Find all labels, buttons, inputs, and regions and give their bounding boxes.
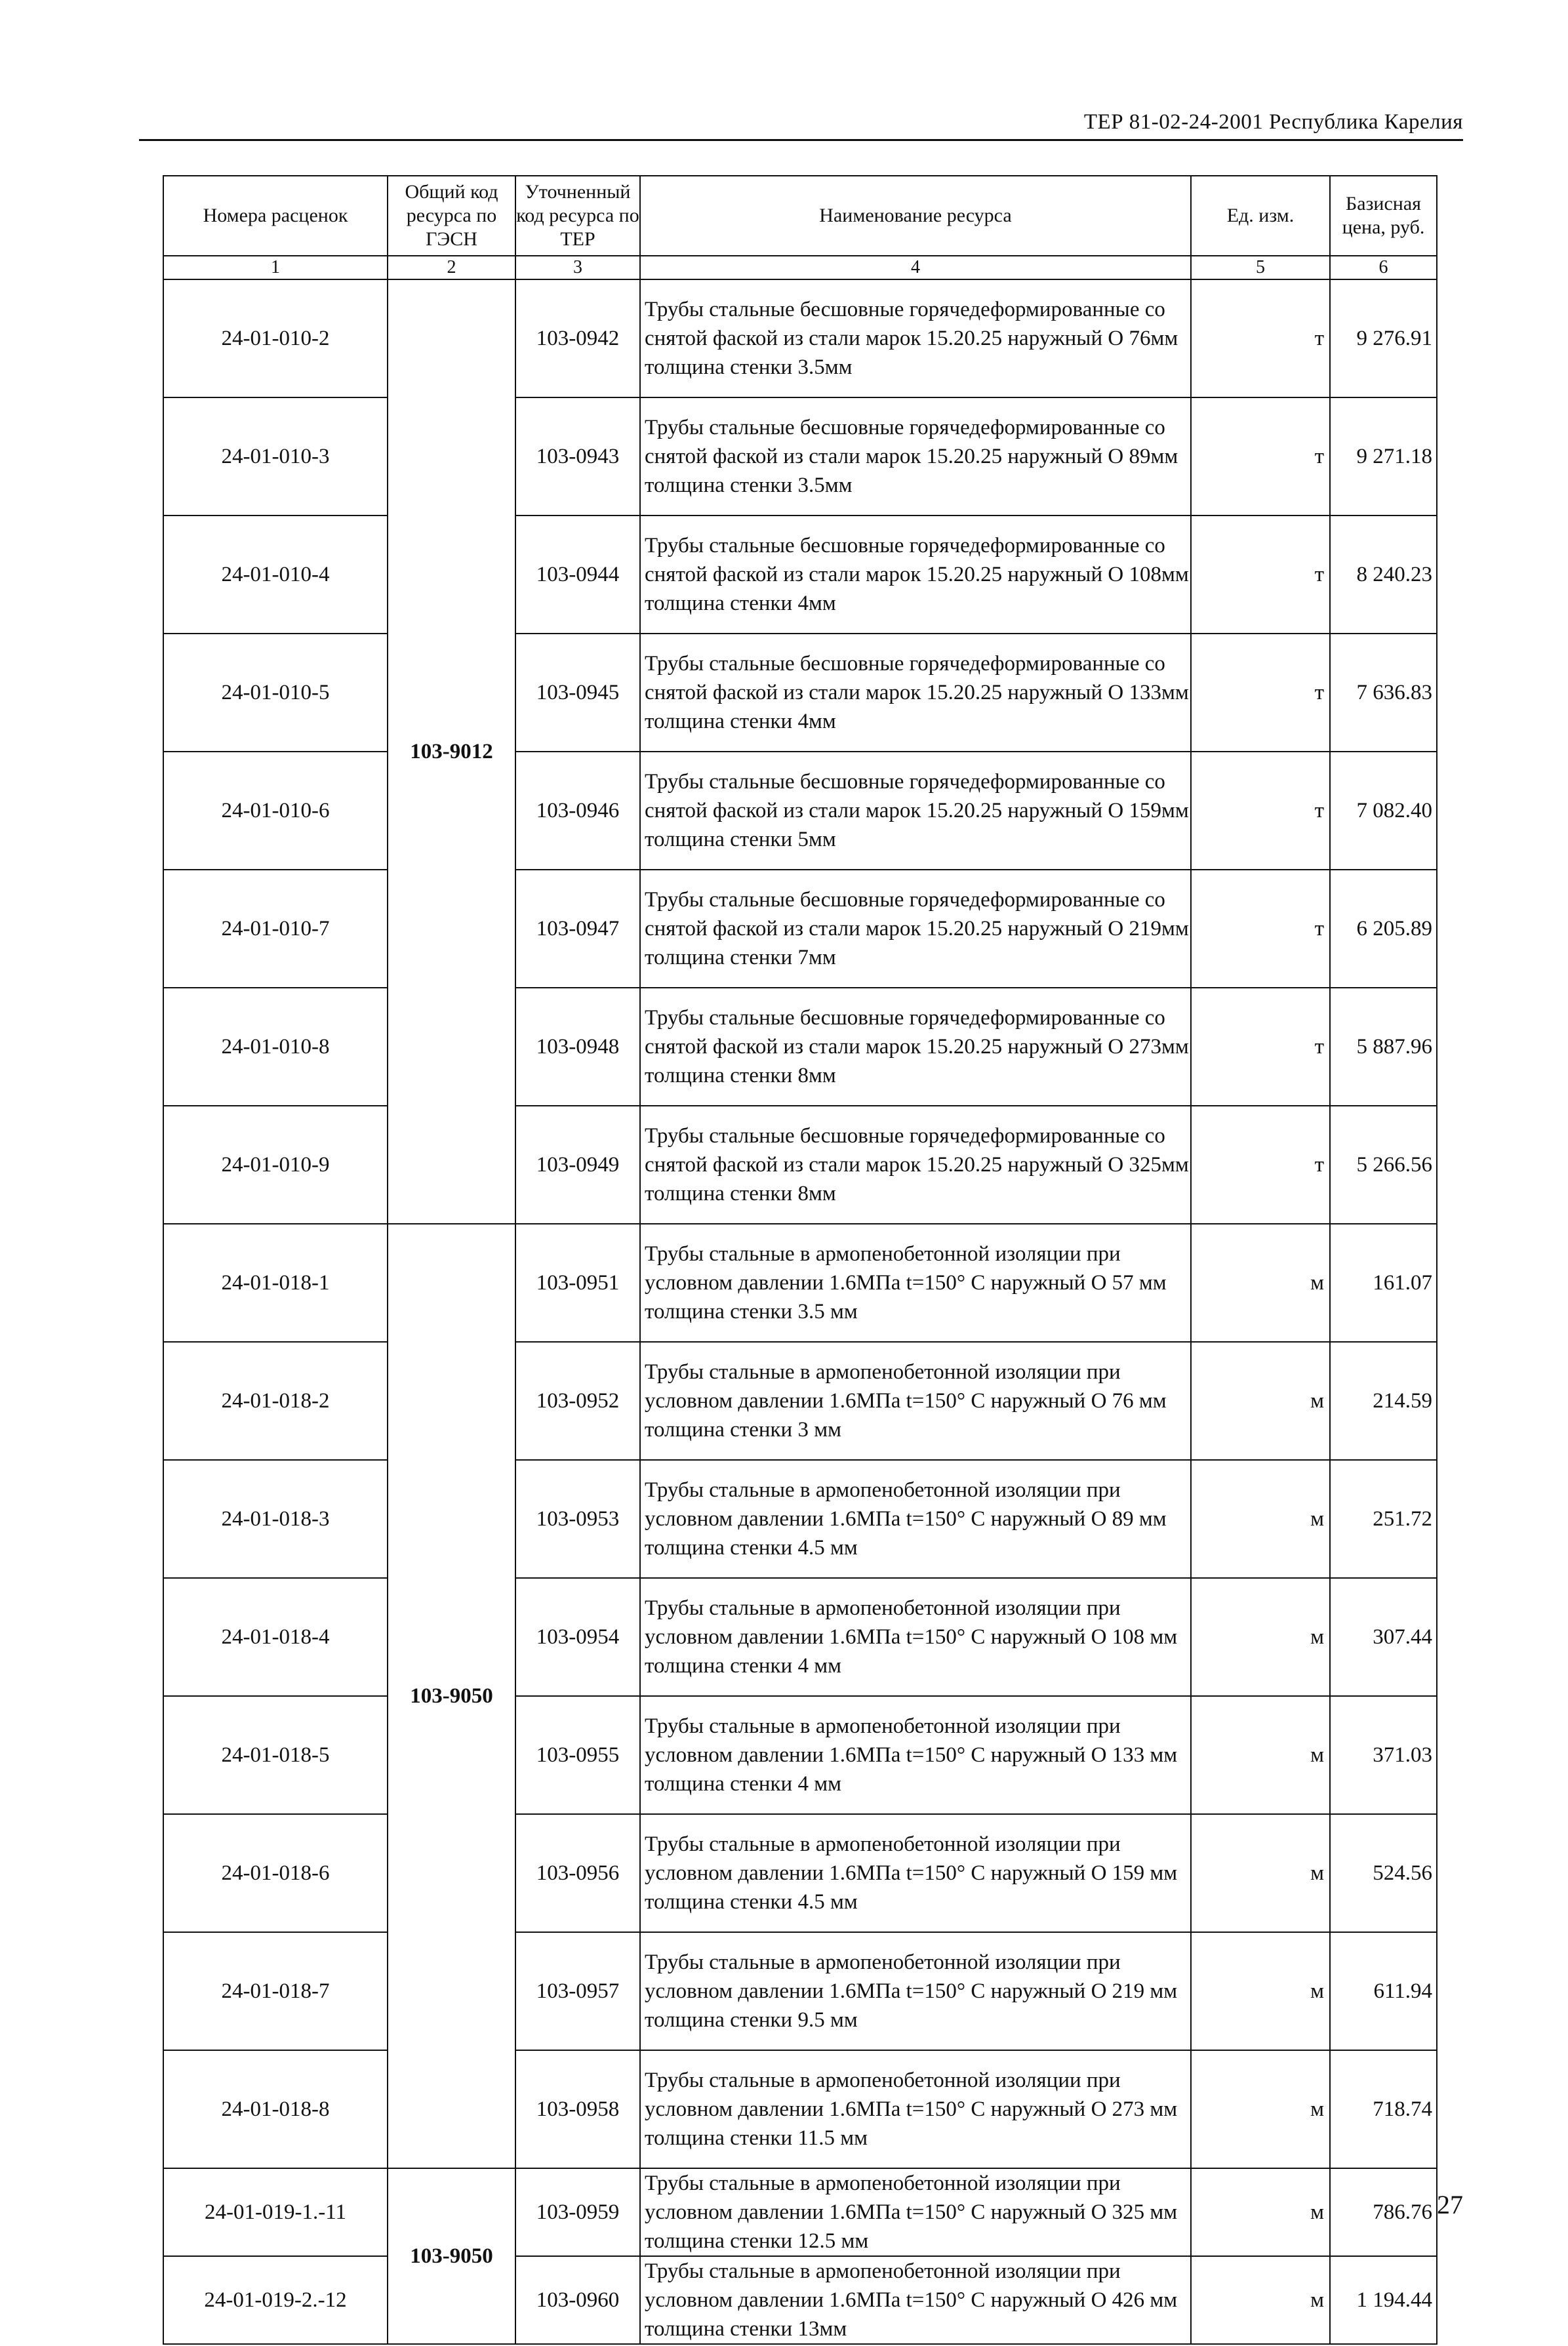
document-header-title: ТЕР 81-02-24-2001 Республика Карелия <box>1083 110 1463 134</box>
price-cell: 611.94 <box>1330 1932 1437 2050</box>
resource-name-cell: Трубы стальные в армопенобетонной изоляции при условном давлении 1.6МПа t=150° С наружный О 273 мм толщина стенки 11.5 мм <box>640 2050 1191 2168</box>
ter-code-cell: 103-0955 <box>515 1696 640 1814</box>
resource-name-cell: Трубы стальные бесшовные горячедеформированные со снятой фаской из стали марок 15.20.25 наружный О 89мм толщина стенки 3.5мм <box>640 397 1191 516</box>
column-number: 6 <box>1330 256 1437 279</box>
unit-cell: т <box>1191 752 1330 870</box>
resource-name-cell: Трубы стальные в армопенобетонной изоляции при условном давлении 1.6МПа t=150° С наружный О 426 мм толщина стенки 13мм <box>640 2256 1191 2344</box>
table-row <box>163 1106 1437 1224</box>
unit-cell: т <box>1191 397 1330 516</box>
column-number: 4 <box>640 256 1191 279</box>
unit-cell: т <box>1191 279 1330 397</box>
resource-table-container <box>163 175 1436 2345</box>
price-cell: 786.76 <box>1330 2168 1437 2256</box>
ter-code-cell: 103-0960 <box>515 2256 640 2344</box>
rate-number: 24-01-010-4 <box>163 516 388 634</box>
table-row <box>163 752 1437 870</box>
rate-number: 24-01-018-5 <box>163 1696 388 1814</box>
rate-number: 24-01-018-6 <box>163 1814 388 1932</box>
table-row <box>163 2256 1437 2344</box>
rate-number: 24-01-010-2 <box>163 279 388 397</box>
price-cell: 7 082.40 <box>1330 752 1437 870</box>
rate-number: 24-01-018-1 <box>163 1224 388 1342</box>
table-row <box>163 2168 1437 2256</box>
price-cell: 5 887.96 <box>1330 988 1437 1106</box>
resource-name-cell: Трубы стальные в армопенобетонной изоляции при условном давлении 1.6МПа t=150° С наружный О 325 мм толщина стенки 12.5 мм <box>640 2168 1191 2256</box>
ter-code-cell: 103-0945 <box>515 634 640 752</box>
price-cell: 161.07 <box>1330 1224 1437 1342</box>
unit-cell: м <box>1191 2256 1330 2344</box>
resource-name-cell: Трубы стальные в армопенобетонной изоляции при условном давлении 1.6МПа t=150° С наружный О 108 мм толщина стенки 4 мм <box>640 1578 1191 1696</box>
table-row <box>163 397 1437 516</box>
ter-code-cell: 103-0959 <box>515 2168 640 2256</box>
unit-cell: м <box>1191 2050 1330 2168</box>
table-row <box>163 988 1437 1106</box>
page-number: 27 <box>1437 2190 1463 2219</box>
table-row <box>163 2050 1437 2168</box>
ter-code-cell: 103-0943 <box>515 397 640 516</box>
ter-code-cell: 103-0954 <box>515 1578 640 1696</box>
resource-name-cell: Трубы стальные в армопенобетонной изоляции при условном давлении 1.6МПа t=150° С наружный О 89 мм толщина стенки 4.5 мм <box>640 1460 1191 1578</box>
rate-number: 24-01-019-2.-12 <box>163 2256 388 2344</box>
unit-cell: м <box>1191 1696 1330 1814</box>
rate-number: 24-01-010-9 <box>163 1106 388 1224</box>
column-number: 3 <box>515 256 640 279</box>
table-row <box>163 1342 1437 1460</box>
table-row <box>163 516 1437 634</box>
resource-name-cell: Трубы стальные бесшовные горячедеформированные со снятой фаской из стали марок 15.20.25 наружный О 273мм толщина стенки 8мм <box>640 988 1191 1106</box>
table-row <box>163 1696 1437 1814</box>
rate-number: 24-01-018-7 <box>163 1932 388 2050</box>
unit-cell: м <box>1191 1460 1330 1578</box>
unit-cell: м <box>1191 1224 1330 1342</box>
price-cell: 718.74 <box>1330 2050 1437 2168</box>
column-header-price: Базисная цена, руб. <box>1330 176 1437 256</box>
rate-number: 24-01-010-6 <box>163 752 388 870</box>
column-header-unit: Ед. изм. <box>1191 176 1330 256</box>
price-cell: 9 271.18 <box>1330 397 1437 516</box>
rate-number: 24-01-018-3 <box>163 1460 388 1578</box>
resource-table <box>163 175 1437 2345</box>
resource-name-cell: Трубы стальные в армопенобетонной изоляции при условном давлении 1.6МПа t=150° С наружный О 133 мм толщина стенки 4 мм <box>640 1696 1191 1814</box>
resource-name-cell: Трубы стальные бесшовные горячедеформированные со снятой фаской из стали марок 15.20.25 наружный О 219мм толщина стенки 7мм <box>640 870 1191 988</box>
unit-cell: т <box>1191 634 1330 752</box>
ter-code-cell: 103-0953 <box>515 1460 640 1578</box>
ter-code-cell: 103-0957 <box>515 1932 640 2050</box>
resource-name-cell: Трубы стальные в армопенобетонной изоляции при условном давлении 1.6МПа t=150° С наружный О 219 мм толщина стенки 9.5 мм <box>640 1932 1191 2050</box>
price-cell: 371.03 <box>1330 1696 1437 1814</box>
table-row <box>163 1932 1437 2050</box>
table-row <box>163 634 1437 752</box>
rate-number: 24-01-018-2 <box>163 1342 388 1460</box>
ter-code-cell: 103-0942 <box>515 279 640 397</box>
resource-name-cell: Трубы стальные бесшовные горячедеформированные со снятой фаской из стали марок 15.20.25 наружный О 159мм толщина стенки 5мм <box>640 752 1191 870</box>
ter-code-cell: 103-0949 <box>515 1106 640 1224</box>
rate-number: 24-01-019-1.-11 <box>163 2168 388 2256</box>
table-header-row <box>163 176 1437 256</box>
table-row <box>163 1814 1437 1932</box>
column-number: 1 <box>163 256 388 279</box>
ter-code-cell: 103-0956 <box>515 1814 640 1932</box>
common-code-cell: 103-9050 <box>388 2168 515 2344</box>
unit-cell: м <box>1191 1342 1330 1460</box>
table-row <box>163 1460 1437 1578</box>
table-body <box>163 279 1437 2344</box>
price-cell: 8 240.23 <box>1330 516 1437 634</box>
ter-code-cell: 103-0958 <box>515 2050 640 2168</box>
column-number: 2 <box>388 256 515 279</box>
price-cell: 251.72 <box>1330 1460 1437 1578</box>
price-cell: 1 194.44 <box>1330 2256 1437 2344</box>
ter-code-cell: 103-0944 <box>515 516 640 634</box>
price-cell: 307.44 <box>1330 1578 1437 1696</box>
resource-name-cell: Трубы стальные в армопенобетонной изоляции при условном давлении 1.6МПа t=150° С наружный О 57 мм толщина стенки 3.5 мм <box>640 1224 1191 1342</box>
rate-number: 24-01-010-5 <box>163 634 388 752</box>
price-cell: 7 636.83 <box>1330 634 1437 752</box>
table-row <box>163 1578 1437 1696</box>
ter-code-cell: 103-0948 <box>515 988 640 1106</box>
price-cell: 524.56 <box>1330 1814 1437 1932</box>
ter-code-cell: 103-0951 <box>515 1224 640 1342</box>
common-code-cell: 103-9012 <box>388 279 515 1224</box>
column-header-resource-name: Наименование ресурса <box>640 176 1191 256</box>
ter-code-cell: 103-0946 <box>515 752 640 870</box>
price-cell: 6 205.89 <box>1330 870 1437 988</box>
rate-number: 24-01-018-8 <box>163 2050 388 2168</box>
rate-number: 24-01-018-4 <box>163 1578 388 1696</box>
unit-cell: м <box>1191 2168 1330 2256</box>
unit-cell: м <box>1191 1814 1330 1932</box>
column-number: 5 <box>1191 256 1330 279</box>
common-code-cell: 103-9050 <box>388 1224 515 2168</box>
column-header-rate: Номера расценок <box>163 176 388 256</box>
resource-name-cell: Трубы стальные в армопенобетонной изоляции при условном давлении 1.6МПа t=150° С наружный О 159 мм толщина стенки 4.5 мм <box>640 1814 1191 1932</box>
resource-name-cell: Трубы стальные бесшовные горячедеформированные со снятой фаской из стали марок 15.20.25 наружный О 133мм толщина стенки 4мм <box>640 634 1191 752</box>
table-row <box>163 279 1437 397</box>
unit-cell: м <box>1191 1932 1330 2050</box>
unit-cell: т <box>1191 1106 1330 1224</box>
rate-number: 24-01-010-8 <box>163 988 388 1106</box>
unit-cell: м <box>1191 1578 1330 1696</box>
table-row <box>163 1224 1437 1342</box>
rate-number: 24-01-010-7 <box>163 870 388 988</box>
resource-name-cell: Трубы стальные в армопенобетонной изоляции при условном давлении 1.6МПа t=150° С наружный О 76 мм толщина стенки 3 мм <box>640 1342 1191 1460</box>
resource-name-cell: Трубы стальные бесшовные горячедеформированные со снятой фаской из стали марок 15.20.25 наружный О 325мм толщина стенки 8мм <box>640 1106 1191 1224</box>
ter-code-cell: 103-0947 <box>515 870 640 988</box>
ter-code-cell: 103-0952 <box>515 1342 640 1460</box>
unit-cell: т <box>1191 988 1330 1106</box>
column-header-common-code: Общий код ресурса по ГЭСН <box>388 176 515 256</box>
unit-cell: т <box>1191 516 1330 634</box>
column-header-ter-code: Уточненный код ресурса по ТЕР <box>515 176 640 256</box>
table-row <box>163 870 1437 988</box>
price-cell: 5 266.56 <box>1330 1106 1437 1224</box>
resource-name-cell: Трубы стальные бесшовные горячедеформированные со снятой фаской из стали марок 15.20.25 наружный О 108мм толщина стенки 4мм <box>640 516 1191 634</box>
price-cell: 9 276.91 <box>1330 279 1437 397</box>
rate-number: 24-01-010-3 <box>163 397 388 516</box>
unit-cell: т <box>1191 870 1330 988</box>
price-cell: 214.59 <box>1330 1342 1437 1460</box>
column-numbers-row <box>163 256 1437 279</box>
header-rule <box>139 139 1463 141</box>
resource-name-cell: Трубы стальные бесшовные горячедеформированные со снятой фаской из стали марок 15.20.25 наружный О 76мм толщина стенки 3.5мм <box>640 279 1191 397</box>
